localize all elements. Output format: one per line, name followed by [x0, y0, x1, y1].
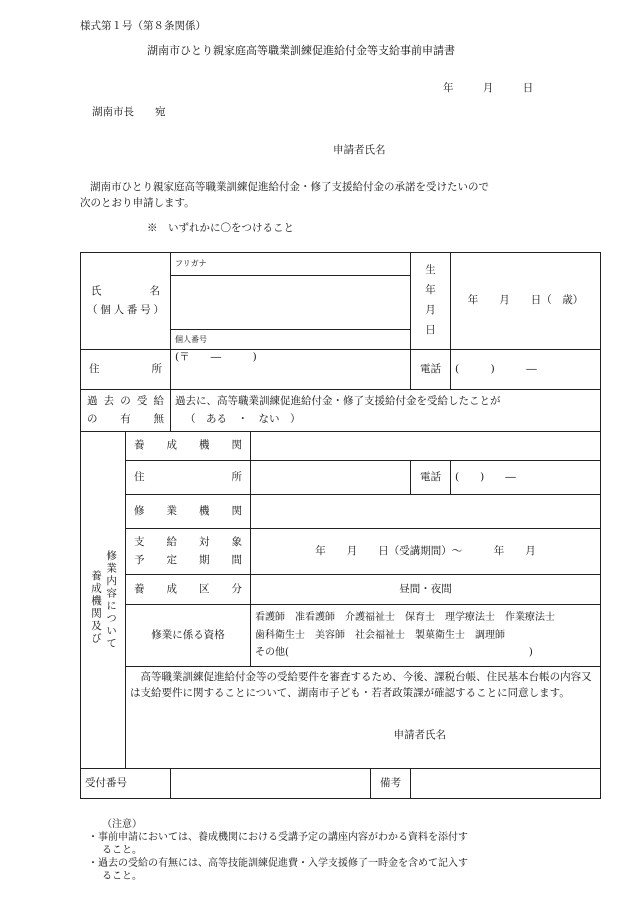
note-1-line-1: ・事前申請においては、養成機関における受講予定の講座内容がわかる資料を添付す: [88, 832, 468, 843]
category-label: 養成区分: [126, 575, 251, 605]
address-label: 住 所: [81, 350, 171, 390]
past-receipt-options[interactable]: （ ある ・ ない ）: [185, 412, 301, 425]
note-1-line-2: ること。: [102, 845, 142, 856]
consent-text: 高等職業訓練促進給付金等の受給要件を審査するため、今後、課税台帳、住民基本台帳の内容又は支給要件に関することについて、湖南市子ども・若者政策課が確認することに同意します。: [130, 671, 592, 699]
birth-date-field[interactable]: 年 月 日（ 歳）: [451, 253, 601, 350]
name-field[interactable]: [171, 276, 411, 330]
remarks-field[interactable]: [411, 769, 601, 799]
section-outer-label: 養成機関及び: [90, 569, 102, 645]
notes-heading: （注意）: [102, 819, 142, 830]
birth-label: 生年月日: [425, 264, 436, 336]
course-field[interactable]: [251, 495, 601, 529]
consent-cell: [126, 667, 601, 769]
section-outer-cell: [81, 432, 126, 769]
name-label: 氏 名: [91, 284, 160, 297]
institution-address-field[interactable]: [251, 461, 411, 495]
intro-text: [80, 180, 570, 212]
period-label-cell: [126, 529, 251, 575]
consent-applicant-label: 申請者氏名: [393, 728, 447, 741]
phone-field[interactable]: ( ) ―: [451, 350, 601, 390]
birth-label-cell: [411, 253, 451, 350]
note-2-line-2: ること。: [102, 871, 142, 882]
form-number: 様式第１号（第８条関係）: [80, 20, 206, 32]
address-field[interactable]: (〒 ― ): [171, 350, 411, 390]
notes: [88, 818, 468, 883]
category-field[interactable]: 昼間・夜間: [251, 575, 601, 605]
name-label-cell: [81, 253, 171, 350]
application-table: [80, 252, 601, 799]
date-month: 月: [482, 82, 494, 94]
period-label-1: 支給対象: [134, 536, 242, 549]
remarks-label: 備考: [371, 769, 411, 799]
date-line: [443, 82, 559, 95]
institution-phone-label: 電話: [411, 461, 451, 495]
past-receipt-question: 過去に、高等職業訓練促進給付金・修了支援給付金を受給したことが: [175, 395, 501, 408]
name-sub-label: （個人番号）: [87, 304, 164, 316]
course-label: 修業機関: [126, 495, 251, 529]
qualification-label: 修業に係る資格: [126, 605, 251, 667]
applicant-name-label: 申請者氏名: [333, 144, 386, 156]
kojin-bango-field[interactable]: 個人番号: [171, 330, 411, 350]
intro-line-2: 次のとおり申請します。: [80, 196, 195, 209]
date-day: 日: [522, 82, 534, 94]
institution-address-label: 住 所: [126, 461, 251, 495]
institution-field[interactable]: [251, 432, 601, 461]
institution-label: 養成機関: [126, 432, 251, 461]
qualification-line-3: その他( ): [255, 647, 533, 659]
past-receipt-label-1: 過去の受給: [87, 395, 164, 408]
furigana-field[interactable]: フリガナ: [171, 253, 411, 276]
intro-line-1: 湖南市ひとり親家庭高等職業訓練促進給付金・修了支援給付金の承諾を受けたいので: [90, 181, 489, 193]
past-receipt-label-cell: [81, 390, 171, 432]
past-receipt-cell: [171, 390, 601, 432]
institution-phone-field[interactable]: ( ) ―: [451, 461, 601, 495]
note-2-line-1: ・過去の受給の有無には、高等技能訓練促進費・入学支援修了一時金を含めて記入す: [88, 858, 468, 869]
period-label-2: 予定期間: [134, 553, 242, 566]
qualification-cell[interactable]: [251, 605, 601, 667]
receipt-number-field[interactable]: [171, 769, 371, 799]
intro-note: ※ いずれかに〇をつけること: [147, 222, 294, 234]
form-title: 湖南市ひとり親家庭高等職業訓練促進給付金等支給事前申請書: [147, 44, 455, 57]
period-field[interactable]: 年 月 日（受講期間）～ 年 月: [251, 529, 601, 575]
receipt-number-label: 受付番号: [81, 769, 171, 799]
phone-label: 電話: [411, 350, 451, 390]
qualification-line-1: 看護師 准看護師 介護福祉士 保育士 理学療法士 作業療法士: [255, 612, 555, 624]
date-year: 年: [443, 82, 454, 94]
section-inner-label: 修業内容について: [105, 550, 118, 650]
qualification-line-2: 歯科衛生士 美容師 社会福祉士 製菓衛生士 調理師: [255, 629, 505, 641]
past-receipt-label-2: の 有 無: [87, 412, 164, 425]
addressee: 湖南市長 宛: [92, 106, 166, 118]
